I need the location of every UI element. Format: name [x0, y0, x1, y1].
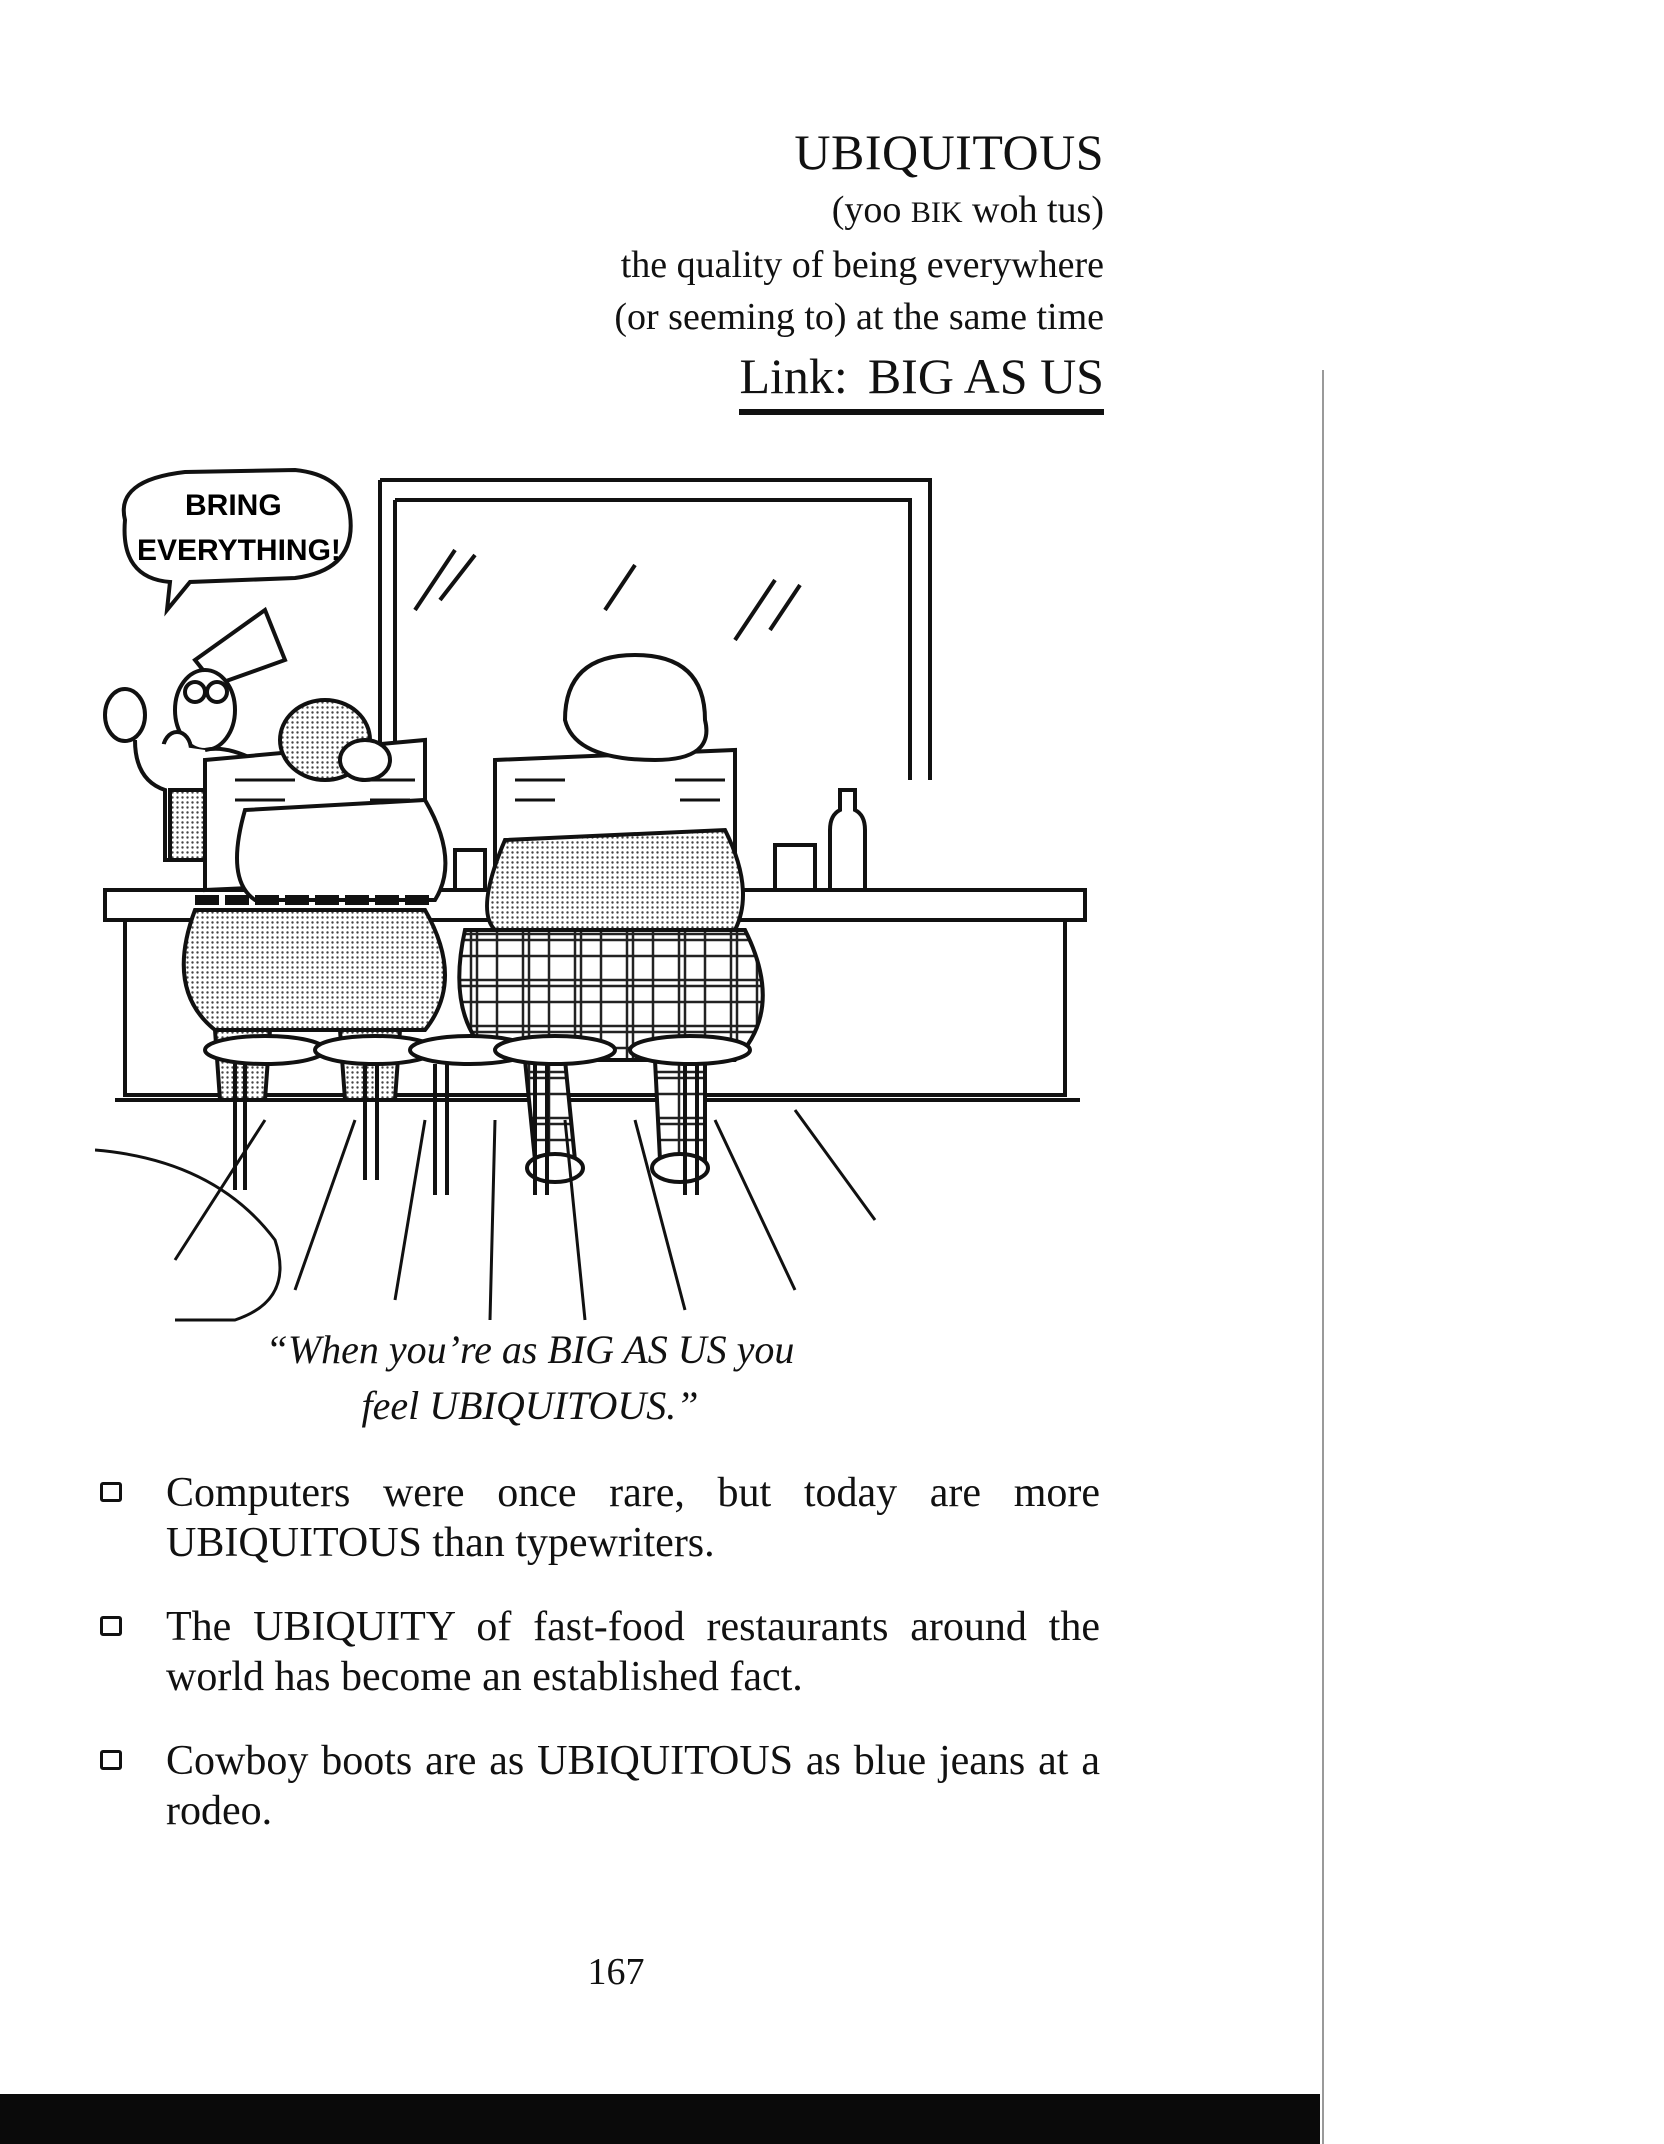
pronunciation-open: (yoo — [831, 189, 911, 231]
vocabulary-word: UBIQUITOUS — [794, 124, 1104, 180]
scan-shadow-band — [0, 2094, 1320, 2144]
caption-line-1: “When you’re as BIG AS US you — [265, 1327, 795, 1372]
example-text: The UBIQUITY of fast-food restaurants around the world has become an established fact. — [166, 1604, 1100, 1700]
pronunciation — [404, 184, 1104, 239]
page-edge-line — [1322, 370, 1324, 2144]
definition-line-1: the quality of being everywhere — [620, 244, 1104, 286]
definition-line-2: (or seeming to) at the same time — [614, 296, 1104, 338]
link-label: Link: — [739, 348, 848, 404]
cartoon-caption — [160, 1322, 900, 1434]
speech-line-2: EVERYTHING! — [137, 534, 341, 567]
pronunciation-stress: BIK — [910, 196, 963, 229]
diner-cartoon — [95, 460, 1095, 1330]
checkbox-icon — [100, 1482, 122, 1502]
checkbox-icon — [100, 1616, 122, 1636]
list-item — [100, 1468, 1100, 1568]
list-item — [100, 1736, 1100, 1836]
memory-link — [739, 345, 1104, 415]
word-entry-header — [404, 120, 1104, 415]
speech-line-1: BRING — [185, 489, 282, 522]
example-text: Cowboy boots are as UBIQUITOUS as blue jeans at a rodeo. — [166, 1738, 1100, 1834]
woman-customer — [459, 655, 762, 1182]
page-number: 167 — [587, 1951, 645, 1993]
speech-bubble — [124, 470, 351, 610]
example-sentences — [100, 1468, 1100, 1870]
floor-lines — [95, 1110, 875, 1320]
checkbox-icon — [100, 1750, 122, 1770]
pronunciation-close: woh tus) — [962, 189, 1104, 231]
list-item — [100, 1602, 1100, 1702]
link-word: BIG AS US — [867, 348, 1104, 404]
caption-line-2: feel UBIQUITOUS.” — [361, 1383, 699, 1428]
example-text: Computers were once rare, but today are more UBIQUITOUS than typewriters. — [166, 1470, 1100, 1566]
